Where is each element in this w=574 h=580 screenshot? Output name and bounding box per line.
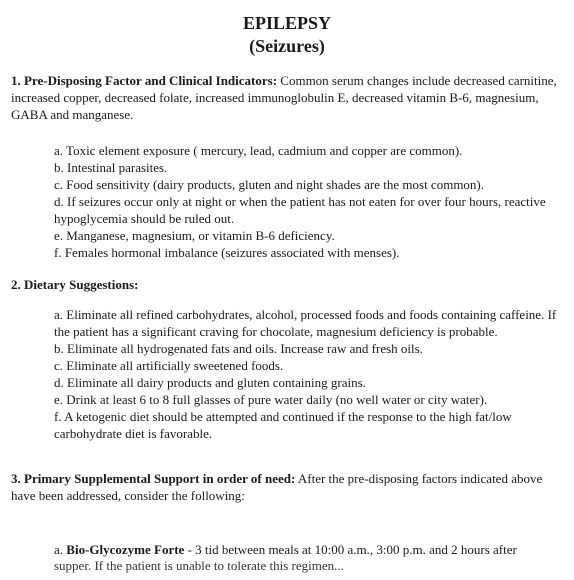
list-item: a. Eliminate all refined carbohydrates, alcohol, processed foods and foods containing caffeine. If the patient has a significant craving for chocolate, magnesium deficiency is probable. xyxy=(54,307,557,339)
list-item: e. Manganese, magnesium, or vitamin B-6 deficiency. xyxy=(54,228,335,243)
document-subtitle: (Seizures) xyxy=(249,36,325,56)
section2-list xyxy=(54,306,562,442)
list-item: f. A ketogenic diet should be attempted and continued if the response to the high fat/low carbohydrate diet is favorable. xyxy=(54,409,512,441)
list-item: d. If seizures occur only at night or when the patient has not eaten for over four hours, reactive hypoglycemia should be ruled out. xyxy=(54,194,546,226)
section1-heading: 1. Pre-Disposing Factor and Clinical Indicators: xyxy=(11,73,278,88)
list-item: b. Eliminate all hydrogenated fats and oils. Increase raw and fresh oils. xyxy=(54,341,423,356)
section3-item-a-prefix: a. xyxy=(54,542,67,557)
section3-intro-text: After the pre-disposing factors indicated above have been addressed, consider the following: xyxy=(11,471,543,503)
section1-intro-text: Common serum changes include decreased carnitine, increased copper, decreased folate, increased immunoglobulin E, decreased vitamin B-6, magnesium, GABA and manganese. xyxy=(11,73,557,122)
section3-item-a-lead: Bio-Glycozyme Forte xyxy=(66,542,185,557)
list-item: f. Females hormonal imbalance (seizures associated with menses). xyxy=(54,245,400,260)
section3-intro xyxy=(11,470,566,504)
section3-item-a-cutoff xyxy=(54,557,562,573)
list-item: c. Eliminate all artificially sweetened foods. xyxy=(54,358,284,373)
list-item: c. Food sensitivity (dairy products, gluten and night shades are the most common). xyxy=(54,177,485,192)
document-title: EPILEPSY xyxy=(242,13,332,33)
list-item: b. Intestinal parasites. xyxy=(54,160,168,175)
list-item: e. Drink at least 6 to 8 full glasses of pure water daily (no well water or city water). xyxy=(54,392,488,407)
section1-list xyxy=(54,142,562,261)
section1-intro xyxy=(11,72,566,123)
list-item: d. Eliminate all dairy products and gluten containing grains. xyxy=(54,375,366,390)
section3-item-a xyxy=(54,541,562,558)
section2-heading: 2. Dietary Suggestions: xyxy=(11,277,139,292)
list-item: a. Toxic element exposure ( mercury, lead, cadmium and copper are common). xyxy=(54,143,463,158)
section3-heading: 3. Primary Supplemental Support in order of need: xyxy=(11,471,296,486)
section3-item-a-cut-text: supper. If the patient is unable to tolerate this regimen... xyxy=(54,558,344,573)
section3-item-a-text: - 3 tid between meals at 10:00 a.m., 3:00 p.m. and 2 hours after xyxy=(184,542,517,557)
